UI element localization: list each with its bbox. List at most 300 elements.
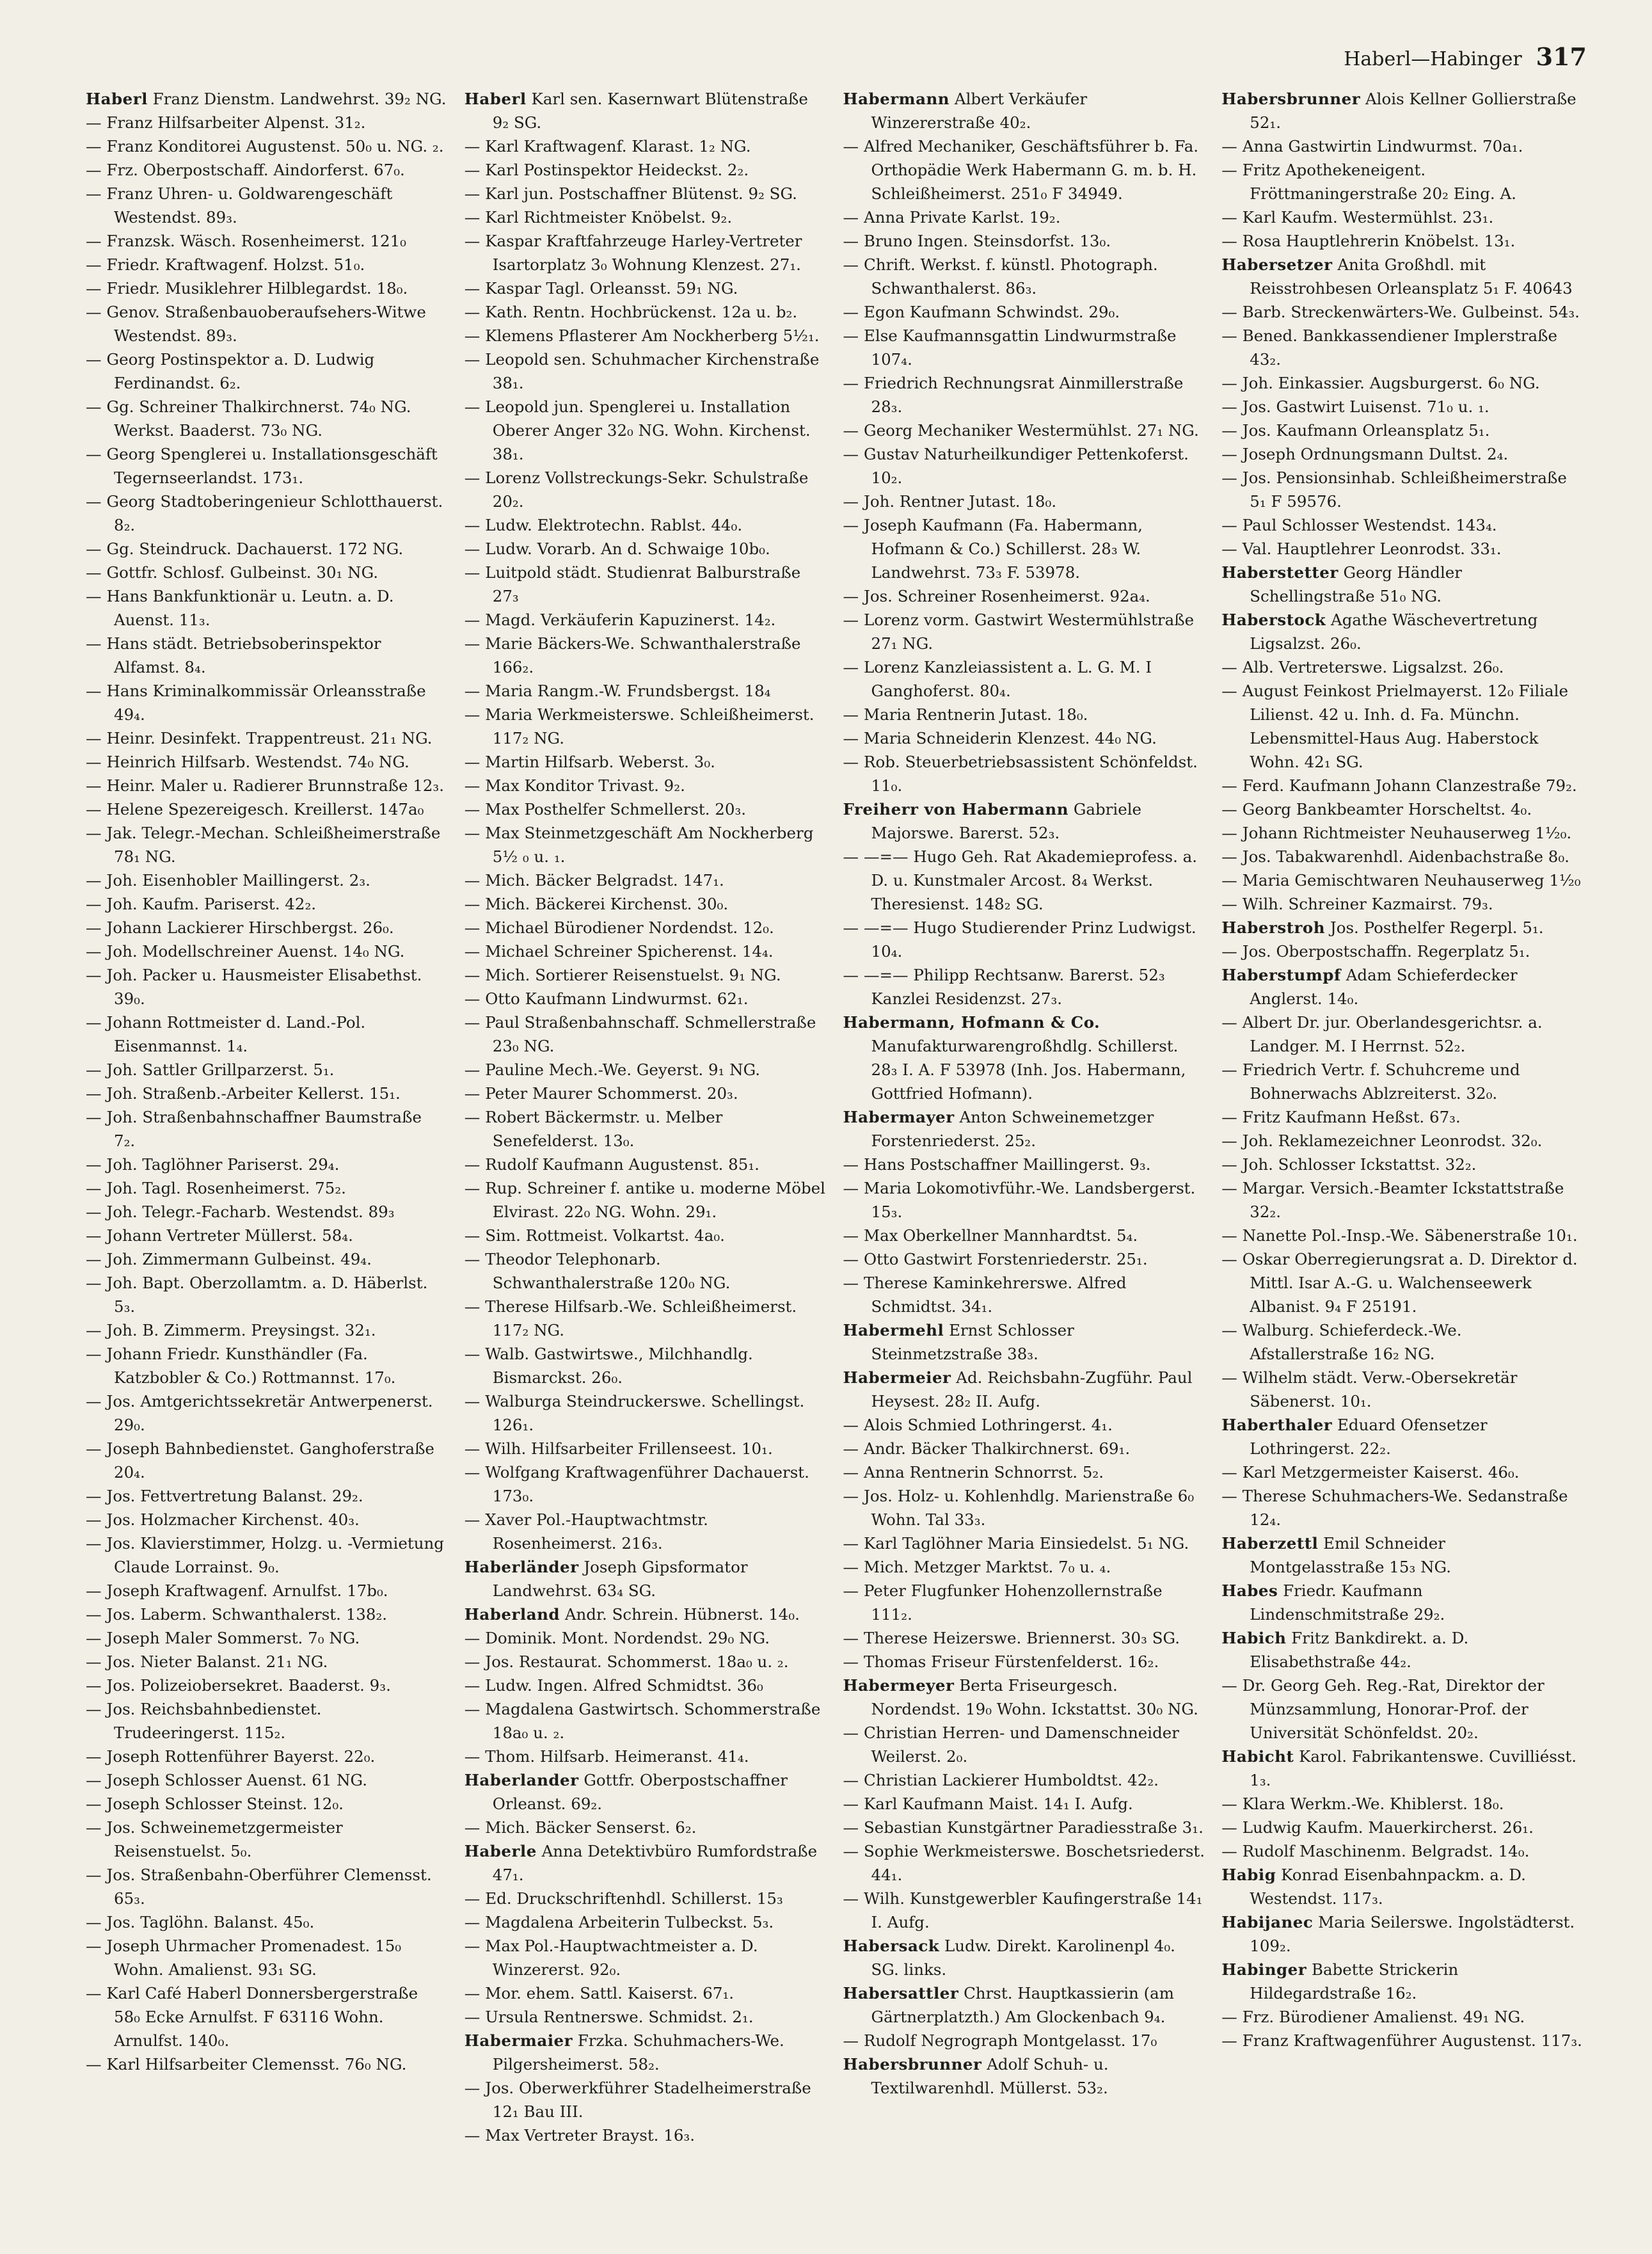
directory-entry xyxy=(843,1839,1205,1887)
continuation-dash: — xyxy=(843,1439,859,1458)
directory-entry xyxy=(1221,300,1584,324)
directory-entry xyxy=(465,182,827,205)
entry-text: Joh. Bapt. Oberzollamtm. a. D. Häberlst. 5₃. xyxy=(106,1274,428,1316)
entry-text: Chrift. Werkst. f. künstl. Photograph. Schwanthalerst. 86₃. xyxy=(864,255,1158,298)
continuation-dash: — xyxy=(86,445,102,463)
continuation-dash: — xyxy=(1221,516,1237,534)
directory-entry xyxy=(86,797,448,821)
entry-text: Maria Werkmeisterswe. Schleißheimerst. 117₂ NG. xyxy=(485,705,814,747)
continuation-dash: — xyxy=(843,611,859,629)
continuation-dash: — xyxy=(464,800,481,819)
directory-entry xyxy=(86,1910,448,1934)
directory-entry xyxy=(465,2029,827,2076)
continuation-dash: — xyxy=(1221,1179,1237,1197)
continuation-dash: — xyxy=(1221,1321,1237,1339)
continuation-dash: — xyxy=(86,1866,102,1884)
entry-surname: Habersattler xyxy=(843,1984,959,2002)
continuation-dash: — xyxy=(86,161,102,179)
entry-text: Bened. Bankkassendiener Implerstraße 43₂. xyxy=(1242,326,1557,369)
entry-text: Michael Schreiner Spicherenst. 14₄. xyxy=(485,942,774,961)
continuation-dash: — xyxy=(464,1913,481,1931)
entry-text: Jos. Polizeiobersekret. Baaderst. 9₃. xyxy=(106,1676,391,1695)
directory-entry xyxy=(465,987,827,1011)
continuation-dash: — xyxy=(464,1297,481,1316)
directory-entry xyxy=(843,371,1205,419)
continuation-dash: — xyxy=(464,1155,481,1174)
entry-text: Franz Kraftwagenführer Augustenst. 117₃. xyxy=(1242,2031,1582,2050)
continuation-dash: — xyxy=(86,303,102,321)
directory-entry xyxy=(1221,1626,1584,1674)
directory-entry xyxy=(1221,134,1584,158)
directory-entry xyxy=(843,1981,1205,2029)
directory-entry xyxy=(1221,1674,1584,1745)
entry-text: Heinrich Hilfsarb. Westendst. 74₀ NG. xyxy=(106,753,409,771)
continuation-dash: — xyxy=(843,918,859,937)
entry-text: Fritz Kaufmann Heßst. 67₃. xyxy=(1242,1108,1461,1126)
entry-surname: Freiherr von Habermann xyxy=(843,800,1069,819)
entry-text: Jos. Reichsbahnbedienstet. Trudeeringerst. 115₂. xyxy=(106,1700,322,1742)
entry-text: Joseph Kaufmann (Fa. Habermann, Hofmann & Co.) Schillerst. 28₃ W. Landwehrst. 73₃ F. 53978. xyxy=(864,516,1143,582)
continuation-dash: — xyxy=(843,966,859,984)
directory-entry xyxy=(843,1176,1205,1224)
directory-entry xyxy=(86,348,448,395)
entry-text: Joh. Telegr.-Facharb. Westendst. 89₃ xyxy=(106,1203,395,1221)
entry-surname: Haberzettl xyxy=(1221,1534,1319,1553)
continuation-dash: — xyxy=(464,468,481,487)
entry-text: Jos. Gastwirt Luisenst. 71₀ u. ₁. xyxy=(1242,397,1489,416)
continuation-dash: — xyxy=(843,1155,859,1174)
directory-entry xyxy=(86,821,448,868)
directory-entry xyxy=(465,1603,827,1626)
entry-text: Eduard Ofensetzer Lothringerst. 22₂. xyxy=(1250,1416,1488,1458)
directory-entry xyxy=(1221,1011,1584,1058)
directory-entry xyxy=(86,229,448,253)
entry-text: Michael Bürodiener Nordendst. 12₀. xyxy=(485,918,774,937)
continuation-dash: — xyxy=(1221,1060,1237,1079)
continuation-dash: — xyxy=(464,326,481,345)
entry-text: Joh. Kaufm. Pariserst. 42₂. xyxy=(106,895,317,913)
directory-entry xyxy=(465,1839,827,1887)
directory-entry xyxy=(86,111,448,134)
continuation-dash: — xyxy=(464,303,481,321)
entry-text: Otto Gastwirt Forstenriederstr. 25₁. xyxy=(864,1250,1148,1268)
entry-text: Leopold sen. Schuhmacher Kirchenstraße 38₁. xyxy=(485,350,820,392)
entry-text: Joh. Straßenbahnschaffner Baumstraße 7₂. xyxy=(106,1108,422,1150)
continuation-dash: — xyxy=(464,516,481,534)
continuation-dash: — xyxy=(464,634,481,653)
continuation-dash: — xyxy=(1221,658,1237,676)
entry-text: Oskar Oberregierungsrat a. D. Direktor d. Mittl. Isar A.-G. u. Walchenseewerk Albanist. 9₄ F 25191. xyxy=(1242,1250,1578,1316)
continuation-dash: — xyxy=(464,563,481,582)
entry-text: Max Posthelfer Schmellerst. 20₃. xyxy=(485,800,747,819)
entry-text: Alois Schmied Lothringerst. 4₁. xyxy=(864,1416,1113,1434)
directory-entry xyxy=(86,1011,448,1058)
continuation-dash: — xyxy=(464,871,481,890)
entry-text: Joh. Tagl. Rosenheimerst. 75₂. xyxy=(106,1179,346,1197)
continuation-dash: — xyxy=(86,1179,102,1197)
entry-text: Georg Händler Schellingstraße 51₀ NG. xyxy=(1250,563,1463,605)
directory-entry xyxy=(86,395,448,442)
continuation-dash: — xyxy=(86,918,102,937)
entry-surname: Haberländer xyxy=(464,1558,579,1576)
directory-entry xyxy=(465,1887,827,1910)
page-header xyxy=(1337,42,1587,71)
entry-text: Paul Straßenbahnschaff. Schmellerstraße 23₀ NG. xyxy=(485,1013,816,1055)
continuation-dash: — xyxy=(86,492,102,511)
directory-entry xyxy=(86,1508,448,1531)
directory-entry xyxy=(465,2123,827,2147)
entry-surname: Habijanec xyxy=(1221,1913,1314,1931)
directory-entry xyxy=(843,513,1205,584)
entry-text: Anna Private Karlst. 19₂. xyxy=(864,208,1061,227)
entry-text: Karl Kaufmann Maist. 14₁ I. Aufg. xyxy=(864,1794,1133,1813)
entry-text: Kaspar Tagl. Orleansst. 59₁ NG. xyxy=(485,279,738,298)
continuation-dash: — xyxy=(1221,1487,1237,1505)
continuation-dash: — xyxy=(1221,1250,1237,1268)
entry-text: Heinr. Maler u. Radierer Brunnstraße 12₃. xyxy=(106,776,445,795)
directory-entry xyxy=(86,1697,448,1745)
directory-entry xyxy=(843,963,1205,1011)
entry-text: Wilhelm städt. Verw.-Obersekretär Säbenerst. 10₁. xyxy=(1242,1368,1518,1411)
directory-entry xyxy=(843,797,1205,845)
directory-entry xyxy=(1221,1460,1584,1484)
directory-entry xyxy=(465,892,827,916)
entry-text: Max Steinmetzgeschäft Am Nockherberg 5½ ₀ u. ₁. xyxy=(485,824,814,866)
directory-entry xyxy=(86,1247,448,1271)
directory-entry xyxy=(843,1318,1205,1366)
entry-text: Hans Kriminalkommissär Orleansstraße 49₄. xyxy=(106,682,426,724)
continuation-dash: — xyxy=(464,397,481,416)
entry-text: Karl Kaufm. Westermühlst. 23₁. xyxy=(1242,208,1494,227)
directory-entry xyxy=(843,87,1205,134)
continuation-dash: — xyxy=(86,1345,102,1363)
directory-entry xyxy=(86,750,448,774)
continuation-dash: — xyxy=(464,753,481,771)
directory-entry xyxy=(465,1437,827,1460)
directory-entry xyxy=(1221,324,1584,371)
entry-text: Xaver Pol.-Hauptwachtmstr. Rosenheimerst. 216₃. xyxy=(485,1510,708,1553)
continuation-dash: — xyxy=(86,279,102,298)
entry-surname: Habermaier xyxy=(464,2031,573,2050)
directory-entry xyxy=(465,1650,827,1674)
entry-text: Jos. Oberpostschaffn. Regerplatz 5₁. xyxy=(1242,942,1530,961)
directory-entry xyxy=(465,1508,827,1555)
directory-entry xyxy=(86,1934,448,1981)
directory-entry xyxy=(1221,1318,1584,1366)
continuation-dash: — xyxy=(464,918,481,937)
entry-text: Rup. Schreiner f. antike u. moderne Möbel Elvirast. 22₀ NG. Wohn. 29₁. xyxy=(485,1179,825,1221)
continuation-dash: — xyxy=(464,1818,481,1837)
entry-surname: Habig xyxy=(1221,1866,1276,1884)
continuation-dash: — xyxy=(1221,895,1237,913)
entry-text: Sophie Werkmeisterswe. Boschetsriederst. 44₁. xyxy=(864,1842,1205,1884)
entry-text: Magd. Verkäuferin Kapuzinerst. 14₂. xyxy=(485,611,776,629)
entry-text: Friedrich Rechnungsrat Ainmillerstraße 28₃. xyxy=(864,374,1184,416)
directory-entry xyxy=(86,134,448,158)
continuation-dash: — xyxy=(843,1652,859,1671)
entry-text: Lorenz Vollstreckungs-Sekr. Schulstraße 20₂. xyxy=(485,468,809,511)
entry-surname: Habersack xyxy=(843,1937,940,1955)
entry-text: Sim. Rottmeist. Volkartst. 4a₀. xyxy=(485,1226,725,1245)
directory-entry xyxy=(465,87,827,134)
directory-entry xyxy=(465,395,827,466)
continuation-dash: — xyxy=(843,1250,859,1268)
entry-text: Rosa Hauptlehrerin Knöbelst. 13₁. xyxy=(1242,232,1516,250)
directory-entry xyxy=(86,916,448,939)
continuation-dash: — xyxy=(843,255,859,274)
entry-text: Rudolf Maschinenm. Belgradst. 14₀. xyxy=(1242,1842,1530,1860)
directory-entry xyxy=(843,1531,1205,1555)
entry-text: Joseph Kraftwagenf. Arnulfst. 17b₀. xyxy=(106,1581,388,1600)
continuation-dash: — xyxy=(86,871,102,890)
directory-entry xyxy=(1221,868,1584,892)
entry-text: Karl Metzgermeister Kaiserst. 46₀. xyxy=(1242,1463,1520,1482)
entry-text: Leopold jun. Spenglerei u. Installation Oberer Anger 32₀ NG. Wohn. Kirchenst. 38₁. xyxy=(485,397,811,463)
entry-text: Margar. Versich.-Beamter Ickstattstraße 32₂. xyxy=(1242,1179,1564,1221)
entry-text: Adam Schieferdecker Anglerst. 14₀. xyxy=(1250,966,1518,1008)
directory-entry xyxy=(465,466,827,513)
directory-entry xyxy=(465,1082,827,1105)
continuation-dash: — xyxy=(464,1937,481,1955)
entry-surname: Habersbrunner xyxy=(843,2055,982,2074)
continuation-dash: — xyxy=(1221,871,1237,890)
directory-entry xyxy=(86,892,448,916)
continuation-dash: — xyxy=(86,1392,102,1411)
entry-text: Max Oberkellner Mannhardtst. 5₄. xyxy=(864,1226,1138,1245)
directory-entry xyxy=(1221,442,1584,466)
entry-text: Joh. Rentner Jutast. 18₀. xyxy=(864,492,1057,511)
page-number: 317 xyxy=(1536,42,1587,71)
directory-entry xyxy=(843,1105,1205,1153)
directory-entry xyxy=(465,1295,827,1342)
continuation-dash: — xyxy=(843,1842,859,1860)
directory-entry xyxy=(1221,1484,1584,1531)
directory-entry xyxy=(465,276,827,300)
continuation-dash: — xyxy=(1221,1463,1237,1482)
entry-surname: Haberland xyxy=(464,1605,560,1624)
entry-text: Pauline Mech.-We. Geyerst. 9₁ NG. xyxy=(485,1060,761,1079)
directory-entry xyxy=(843,1484,1205,1531)
entry-text: Johann Vertreter Müllerst. 58₄. xyxy=(106,1226,353,1245)
entry-text: Wilh. Hilfsarbeiter Frillenseest. 10₁. xyxy=(485,1439,773,1458)
entry-surname: Habes xyxy=(1221,1581,1278,1600)
entry-text: Adolf Schuh- u. Textilwarenhdl. Müllerst. 53₂. xyxy=(871,2055,1109,2097)
entry-text: Karol. Fabrikantenswe. Cuvilliésst. 1₃. xyxy=(1250,1747,1577,1789)
directory-entry xyxy=(465,774,827,797)
continuation-dash: — xyxy=(1221,776,1237,795)
directory-entry xyxy=(86,1626,448,1650)
entry-text: Barb. Streckenwärters-We. Gulbeinst. 54₃. xyxy=(1242,303,1580,321)
entry-text: Georg Spenglerei u. Installationsgeschäft Tegernseerlandst. 173₁. xyxy=(106,445,438,487)
entry-text: Rudolf Negrograph Montgelasst. 17₀ xyxy=(864,2031,1157,2050)
entry-text: Gottfr. Oberpostschaffner Orleanst. 69₂. xyxy=(492,1771,788,1813)
directory-entry xyxy=(1221,1129,1584,1153)
running-head: Haberl—Habinger xyxy=(1344,48,1522,70)
entry-text: Joseph Uhrmacher Promenadest. 15₀ Wohn. Amalienst. 93₁ SG. xyxy=(106,1937,402,1979)
entry-text: Johann Rottmeister d. Land.-Pol. Eisenmannst. 1₄. xyxy=(106,1013,366,1055)
continuation-dash: — xyxy=(86,800,102,819)
entry-text: Walburg. Schieferdeck.-We. Afstallerstraße 16₂ NG. xyxy=(1242,1321,1462,1363)
entry-text: Martin Hilfsarb. Weberst. 3₀. xyxy=(485,753,715,771)
directory-entry xyxy=(1221,1531,1584,1579)
entry-text: Theodor Telephonarb. Schwanthalerstraße 120₀ NG. xyxy=(485,1250,731,1292)
directory-entry xyxy=(843,608,1205,655)
continuation-dash: — xyxy=(86,1818,102,1837)
continuation-dash: — xyxy=(464,540,481,558)
entry-text: Jos. Laberm. Schwanthalerst. 138₂. xyxy=(106,1605,388,1624)
entry-text: Joseph Gipsformator Landwehrst. 63₄ SG. xyxy=(492,1558,748,1600)
entry-text: Hans Postschaffner Maillingerst. 9₃. xyxy=(864,1155,1151,1174)
continuation-dash: — xyxy=(1221,326,1237,345)
directory-entry xyxy=(86,1863,448,1910)
directory-entry xyxy=(1221,821,1584,845)
entry-text: Mor. ehem. Sattl. Kaiserst. 67₁. xyxy=(485,1984,735,2002)
continuation-dash: — xyxy=(464,1652,481,1671)
directory-entry xyxy=(843,300,1205,324)
directory-columns xyxy=(83,87,1584,2225)
continuation-dash: — xyxy=(843,326,859,345)
entry-text: Joseph Schlosser Auenst. 61 NG. xyxy=(106,1771,368,1789)
directory-entry xyxy=(843,1153,1205,1176)
continuation-dash: — xyxy=(1221,1676,1237,1695)
directory-entry xyxy=(1221,1153,1584,1176)
entry-surname: Habermann, Hofmann & Co. xyxy=(843,1013,1100,1032)
directory-entry xyxy=(843,134,1205,205)
directory-entry xyxy=(1221,2005,1584,2029)
continuation-dash: — xyxy=(1221,1818,1237,1837)
entry-text: Babette Strickerin Hildegardstraße 16₂. xyxy=(1250,1960,1459,2002)
continuation-dash: — xyxy=(843,1416,859,1434)
continuation-dash: — xyxy=(843,445,859,463)
continuation-dash: — xyxy=(86,350,102,369)
entry-text: Wolfgang Kraftwagenführer Dachauerst. 173₀. xyxy=(485,1463,809,1505)
continuation-dash: — xyxy=(843,232,859,250)
entry-text: Ludw. Elektrotechn. Rablst. 44₀. xyxy=(485,516,743,534)
entry-text: Georg Postinspektor a. D. Ludwig Ferdinandst. 6₂. xyxy=(106,350,375,392)
entry-text: Ludw. Ingen. Alfred Schmidtst. 36₀ xyxy=(485,1676,763,1695)
entry-text: Marie Bäckers-We. Schwanthalerstraße 166₂. xyxy=(485,634,801,676)
continuation-dash: — xyxy=(464,705,481,724)
entry-text: Joseph Ordnungsmann Dultst. 2₄. xyxy=(1242,445,1509,463)
directory-entry xyxy=(1221,1958,1584,2005)
directory-entry xyxy=(843,655,1205,703)
continuation-dash: — xyxy=(86,895,102,913)
continuation-dash: — xyxy=(1221,1131,1237,1150)
entry-text: Gustav Naturheilkundiger Pettenkoferst. 10₂. xyxy=(864,445,1189,487)
directory-entry xyxy=(86,442,448,490)
entry-text: Mich. Bäcker Senserst. 6₂. xyxy=(485,1818,697,1837)
directory-entry xyxy=(1221,1792,1584,1816)
continuation-dash: — xyxy=(464,1013,481,1032)
directory-entry xyxy=(465,1768,827,1816)
directory-entry xyxy=(1221,561,1584,608)
directory-entry xyxy=(86,1816,448,1863)
entry-text: Otto Kaufmann Lindwurmst. 62₁. xyxy=(485,989,749,1008)
continuation-dash: — xyxy=(86,1581,102,1600)
entry-text: Franz Dienstm. Landwehrst. 39₂ NG. xyxy=(152,90,447,108)
continuation-dash: — xyxy=(1221,2008,1237,2026)
directory-entry xyxy=(465,1460,827,1508)
entry-text: Gg. Steindruck. Dachauerst. 172 NG. xyxy=(106,540,404,558)
entry-surname: Habermehl xyxy=(843,1321,944,1339)
continuation-dash: — xyxy=(464,1676,481,1695)
entry-text: Therese Heizerswe. Briennerst. 30₃ SG. xyxy=(864,1629,1180,1647)
continuation-dash: — xyxy=(464,1108,481,1126)
directory-entry xyxy=(843,1650,1205,1674)
entry-text: Karl sen. Kasernwart Blütenstraße 9₂ SG. xyxy=(492,90,808,132)
entry-surname: Habersbrunner xyxy=(1221,90,1361,108)
directory-entry xyxy=(843,1626,1205,1650)
continuation-dash: — xyxy=(86,776,102,795)
entry-text: Rudolf Kaufmann Augustenst. 85₁. xyxy=(485,1155,759,1174)
entry-text: Friedr. Kaufmann Lindenschmitstraße 29₂. xyxy=(1250,1581,1445,1624)
entry-text: Luitpold städt. Studienrat Balburstraße 27₃ xyxy=(485,563,801,605)
directory-entry xyxy=(86,1745,448,1768)
continuation-dash: — xyxy=(1221,1794,1237,1813)
continuation-dash: — xyxy=(843,492,859,511)
continuation-dash: — xyxy=(843,705,859,724)
directory-entry xyxy=(843,703,1205,726)
continuation-dash: — xyxy=(1221,161,1237,179)
column-1 xyxy=(83,87,448,2225)
entry-text: Anna Gastwirtin Lindwurmst. 70a₁. xyxy=(1242,137,1523,156)
directory-entry xyxy=(1221,892,1584,916)
continuation-dash: — xyxy=(1221,468,1237,487)
entry-text: Klemens Pflasterer Am Nockherberg 5½₁. xyxy=(485,326,820,345)
continuation-dash: — xyxy=(1221,942,1237,961)
directory-entry xyxy=(1221,1579,1584,1626)
directory-entry xyxy=(86,1105,448,1153)
entry-surname: Haberstetter xyxy=(1221,563,1338,582)
entry-text: Dr. Georg Geh. Reg.-Rat, Direktor der Münzsammlung, Honorar-Prof. der Universität Schönfeldst. 20₂. xyxy=(1242,1676,1545,1742)
entry-text: Maria Seilerswe. Ingolstädterst. 109₂. xyxy=(1250,1913,1575,1955)
entry-text: Jos. Kaufmann Orleansplatz 5₁. xyxy=(1242,421,1490,440)
directory-entry xyxy=(86,1579,448,1603)
entry-text: Jos. Tabakwarenhdl. Aidenbachstraße 8₀. xyxy=(1242,847,1569,866)
directory-entry xyxy=(843,584,1205,608)
entry-surname: Haberstock xyxy=(1221,611,1326,629)
continuation-dash: — xyxy=(86,1487,102,1505)
directory-entry xyxy=(465,1058,827,1082)
directory-entry xyxy=(86,1437,448,1484)
entry-text: Ursula Rentnerswe. Schmidst. 2₁. xyxy=(485,2008,754,2026)
entry-text: Kaspar Kraftfahrzeuge Harley-Vertreter Isartorplatz 3₀ Wohnung Klenzest. 27₁. xyxy=(485,232,802,274)
entry-text: Lorenz vorm. Gastwirt Westermühlstraße 27₁ NG. xyxy=(864,611,1195,653)
continuation-dash: — xyxy=(464,2079,481,2097)
directory-entry xyxy=(843,916,1205,963)
directory-entry xyxy=(86,537,448,561)
entry-text: Gabriele Majorswe. Barerst. 52₃. xyxy=(871,800,1142,842)
entry-text: Wilh. Kunstgewerbler Kaufingerstraße 14₁ I. Aufg. xyxy=(864,1889,1203,1931)
continuation-dash: — xyxy=(843,2031,859,2050)
continuation-dash: — xyxy=(86,137,102,156)
directory-entry xyxy=(843,726,1205,750)
directory-entry xyxy=(86,300,448,348)
directory-entry xyxy=(86,253,448,276)
directory-entry xyxy=(465,608,827,632)
directory-entry xyxy=(843,324,1205,371)
entry-text: Jak. Telegr.-Mechan. Schleißheimerstraße 78₁ NG. xyxy=(106,824,441,866)
entry-text: Franz Hilfsarbeiter Alpenst. 31₂. xyxy=(106,113,366,132)
entry-text: Kath. Rentn. Hochbrückenst. 12a u. b₂. xyxy=(485,303,798,321)
entry-text: Maria Rangm.-W. Frundsbergst. 18₄ xyxy=(485,682,771,700)
entry-text: Mich. Sortierer Reisenstuelst. 9₁ NG. xyxy=(485,966,781,984)
continuation-dash: — xyxy=(464,776,481,795)
entry-text: Mich. Metzger Marktst. 7₀ u. ₄. xyxy=(864,1558,1111,1576)
entry-text: Helene Spezereigesch. Kreillerst. 147a₀ xyxy=(106,800,424,819)
directory-entry xyxy=(465,513,827,537)
continuation-dash: — xyxy=(843,374,859,392)
